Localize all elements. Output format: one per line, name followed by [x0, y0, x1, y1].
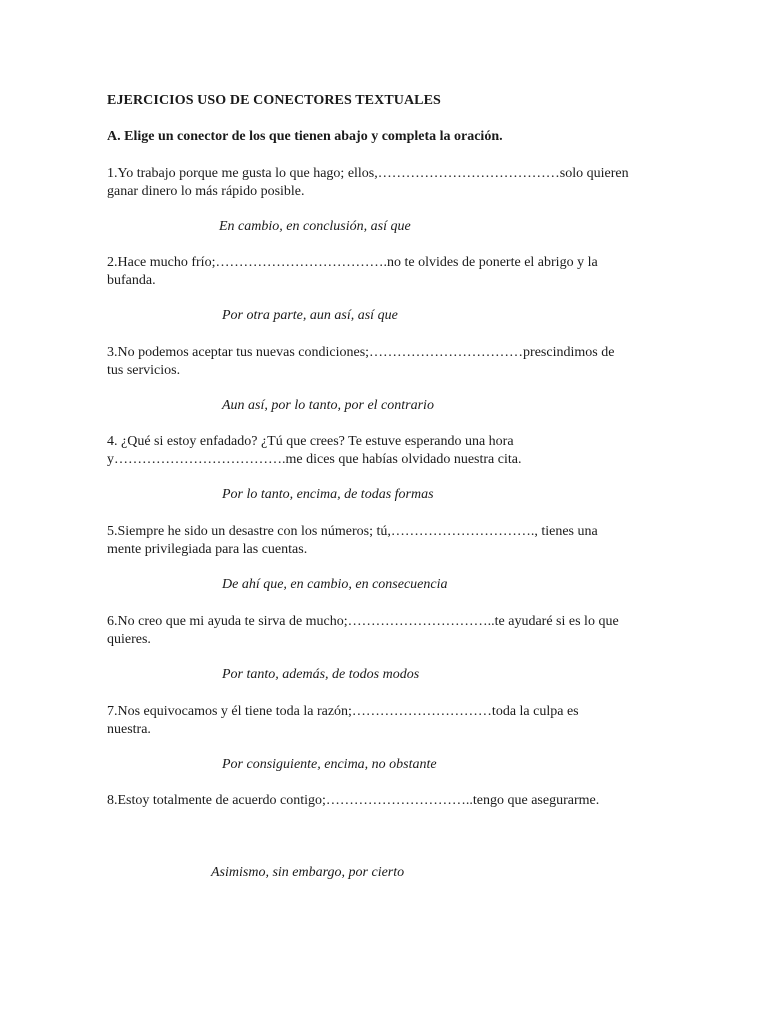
exercise-2-sentence — [107, 254, 662, 290]
exercise-3-options: Aun así, por lo tanto, por el contrario — [222, 398, 434, 413]
exercise-line: 8.Estoy totalmente de acuerdo contigo;…………………………..tengo que asegurarme. — [107, 793, 600, 808]
exercise-line: y……………………………….me dices que habías olvidado nuestra cita. — [107, 452, 522, 467]
exercise-line: mente privilegiada para las cuentas. — [107, 542, 308, 557]
exercise-line: 4. ¿Qué si estoy enfadado? ¿Tú que crees? Te estuve esperando una hora — [107, 434, 514, 449]
exercise-line: tus servicios. — [107, 363, 181, 378]
exercise-line: 7.Nos equivocamos y él tiene toda la razón;…………………………toda la culpa es — [107, 704, 579, 719]
exercise-line: nuestra. — [107, 722, 151, 737]
exercise-line: ganar dinero lo más rápido posible. — [107, 184, 305, 199]
exercise-line: 3.No podemos aceptar tus nuevas condiciones;……………………………prescindimos de — [107, 345, 615, 360]
exercise-3-sentence — [107, 344, 662, 380]
exercise-line: 1.Yo trabajo porque me gusta lo que hago; ellos,…………………………………solo quieren — [107, 166, 629, 181]
exercise-6-options: Por tanto, además, de todos modos — [222, 667, 420, 682]
exercise-6-sentence — [107, 613, 662, 649]
exercise-7-options: Por consiguiente, encima, no obstante — [222, 757, 437, 772]
exercise-line: 6.No creo que mi ayuda te sirva de mucho;…………………………..te ayudaré si es lo que — [107, 614, 619, 629]
exercise-5-sentence — [107, 523, 662, 559]
exercise-8-options: Asimismo, sin embargo, por cierto — [211, 865, 405, 880]
exercise-5-options: De ahí que, en cambio, en consecuencia — [222, 577, 448, 592]
exercise-2-options: Por otra parte, aun así, así que — [222, 308, 398, 323]
exercise-line: 5.Siempre he sido un desastre con los números; tú,…………………………., tienes una — [107, 524, 598, 539]
exercise-line: 2.Hace mucho frío;……………………………….no te olvides de ponerte el abrigo y la — [107, 255, 598, 270]
exercise-8-sentence — [107, 792, 662, 810]
exercise-1-sentence — [107, 165, 662, 201]
exercise-4-sentence — [107, 433, 662, 469]
instruction-heading: A. Elige un conector de los que tienen abajo y completa la oración. — [107, 129, 503, 144]
exercise-line: quieres. — [107, 632, 151, 647]
exercise-7-sentence — [107, 703, 662, 739]
exercise-4-options: Por lo tanto, encima, de todas formas — [222, 487, 434, 502]
exercise-1-options: En cambio, en conclusión, así que — [219, 219, 411, 234]
document-title: EJERCICIOS USO DE CONECTORES TEXTUALES — [107, 93, 441, 108]
exercise-line: bufanda. — [107, 273, 156, 288]
